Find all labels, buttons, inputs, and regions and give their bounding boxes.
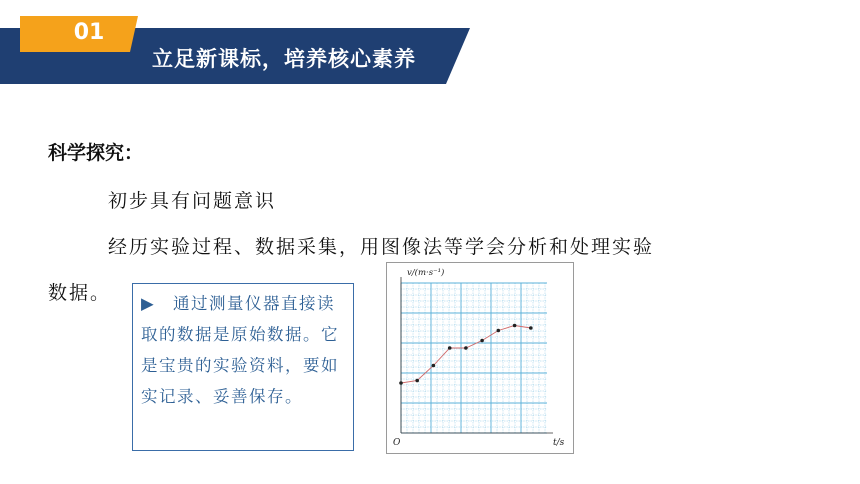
header-shapes — [0, 0, 860, 100]
paragraph-2: 经历实验过程、数据采集，用图像法等学会分析和处理实验 — [108, 236, 655, 258]
paragraph-3: 数据。 — [48, 282, 112, 304]
chart-points — [399, 324, 532, 385]
header-band — [0, 0, 860, 100]
data-point — [513, 324, 517, 328]
triangle-right-icon: ▶ — [141, 294, 156, 313]
data-point — [448, 346, 452, 350]
data-point — [529, 326, 533, 330]
section-number: 01 — [73, 20, 105, 45]
chart-xlabel: t/s — [553, 438, 565, 448]
data-point — [415, 379, 419, 383]
chart-grid-minor — [401, 283, 547, 433]
velocity-time-chart — [386, 262, 574, 454]
content-heading: 科学探究： — [48, 142, 144, 164]
chart-svg — [387, 263, 573, 453]
data-point — [480, 339, 484, 343]
data-point — [497, 329, 501, 333]
note-content — [141, 288, 349, 412]
section-title: 立足新课标，培养核心素养 — [152, 47, 416, 71]
note-text: 通过测量仪器直接读取的数据是原始数据。它是宝贵的实验资料，要如实记录、妥善保存。 — [141, 294, 339, 406]
note-box — [132, 283, 354, 451]
data-point — [464, 346, 468, 350]
data-point — [399, 381, 403, 385]
chart-origin-label: O — [393, 438, 401, 448]
chart-ylabel: v/(m·s⁻¹) — [407, 268, 445, 278]
chart-series-line — [401, 326, 531, 384]
data-point — [432, 364, 436, 368]
paragraph-1: 初步具有问题意识 — [108, 190, 277, 212]
